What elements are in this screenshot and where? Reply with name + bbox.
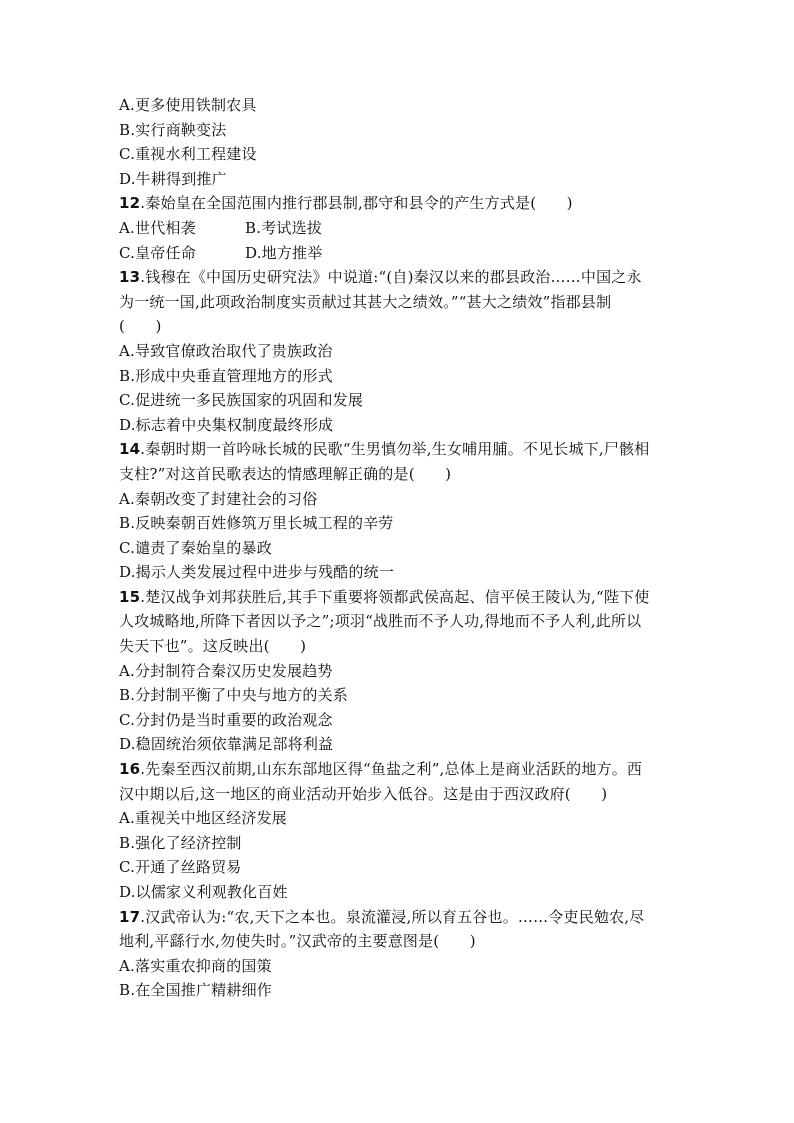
- q15-stem-line-1: [119, 585, 679, 610]
- q12-option-d: D.地方推举: [245, 243, 323, 262]
- q13-number: 13: [119, 268, 141, 287]
- q12-number: 12: [119, 194, 141, 213]
- q16-option-b: B.强化了经济控制: [119, 833, 242, 852]
- q14-option-c: C.谴责了秦始皇的暴政: [119, 538, 272, 557]
- q16-stem-line-1: [119, 757, 679, 782]
- q16-stem-text-1: .先秦至西汉前期,山东东部地区得“鱼盐之利”,总体上是商业活跃的地方。西: [140, 760, 643, 779]
- q12-stem-text: .秦始皇在全国范围内推行郡县制,郡守和县令的产生方式是( ): [140, 194, 573, 213]
- q14-option-a: A.秦朝改变了封建社会的习俗: [119, 489, 318, 508]
- q17-stem-text-1: .汉武帝认为:“农,天下之本也。泉流灌浸,所以育五谷也。……令吏民勉农,尽: [140, 907, 645, 926]
- q16-option-a: A.重视关中地区经济发展: [119, 809, 288, 828]
- q17-number: 17: [119, 907, 141, 926]
- q14-stem-line-1: [119, 437, 679, 462]
- q13-option-d: D.标志着中央集权制度最终形成: [119, 415, 334, 434]
- q12-option-b: B.考试选拔: [245, 218, 322, 237]
- q11-option-a: A.更多使用铁制农具: [119, 96, 257, 114]
- q17-stem-line-1: [119, 905, 679, 930]
- q15-option-c: C.分封仍是当时重要的政治观念: [119, 710, 333, 729]
- q13-option-b: B.形成中央垂直管理地方的形式: [119, 366, 333, 385]
- q12-options-row-1: [119, 216, 679, 241]
- q15-stem-text-1: .楚汉战争刘邦获胜后,其手下重要将领都武侯高起、信平侯王陵认为,“陛下使: [140, 587, 650, 606]
- q15-stem-line-2: 人攻城略地,所降下者因以予之”;项羽“战胜而不予人功,得地而不予人利,此所以: [119, 612, 642, 631]
- q16-option-c: C.开通了丝路贸易: [119, 858, 242, 877]
- q13-stem-line-3: ( ): [119, 317, 162, 336]
- q13-option-c: C.促进统一多民族国家的巩固和发展: [119, 391, 364, 410]
- q15-option-d: D.稳固统治须依靠满足部将利益: [119, 735, 334, 754]
- q15-option-b: B.分封制平衡了中央与地方的关系: [119, 686, 348, 705]
- q14-stem-text-1: .秦朝时期一首吟咏长城的民歌“生男慎勿举,生女哺用脯。不见长城下,尸骸相: [140, 440, 650, 459]
- q12-options-row-2: [119, 241, 679, 266]
- q14-number: 14: [119, 440, 141, 459]
- q17-option-b: B.在全国推广精耕细作: [119, 981, 272, 1000]
- q17-stem-line-2: 地利,平繇行水,勿使失时。”汉武帝的主要意图是( ): [119, 932, 476, 951]
- q15-number: 15: [119, 587, 141, 606]
- q16-number: 16: [119, 760, 141, 779]
- q13-stem-line-2: 为一统一国,此项政治制度实贡献过其甚大之绩效。”“甚大之绩效”指郡县制: [119, 292, 612, 311]
- q14-stem-line-2: 支柱?”对这首民歌表达的情感理解正确的是( ): [119, 464, 452, 483]
- q11-option-c: C.重视水利工程建设: [119, 145, 257, 164]
- q11-option-b: B.实行商鞅变法: [119, 120, 227, 139]
- q12-option-a: A.世代相袭: [119, 218, 196, 237]
- q16-option-d: D.以儒家义利观教化百姓: [119, 883, 288, 901]
- q17-option-a: A.落实重农抑商的国策: [119, 956, 272, 975]
- q12-stem: [119, 191, 679, 216]
- q14-option-b: B.反映秦朝百姓修筑万里长城工程的辛劳: [119, 514, 394, 533]
- q15-option-a: A.分封制符合秦汉历史发展趋势: [119, 661, 333, 680]
- q13-option-a: A.导致官僚政治取代了贵族政治: [119, 341, 333, 360]
- q12-option-c: C.皇帝任命: [119, 243, 196, 262]
- q11-option-d: D.牛耕得到推广: [119, 169, 227, 188]
- question-list: [119, 93, 679, 1003]
- q14-option-d: D.揭示人类发展过程中进步与残酷的统一: [119, 563, 395, 582]
- q15-stem-line-3: 失天下也”。这反映出( ): [119, 637, 307, 656]
- q13-stem-text-1: .钱穆在《中国历史研究法》中说道:“(自)秦汉以来的郡县政治……中国之永: [140, 268, 642, 287]
- q16-stem-line-2: 汉中期以后,这一地区的商业活动开始步入低谷。这是由于西汉政府( ): [119, 784, 608, 803]
- q13-stem-line-1: [119, 265, 679, 290]
